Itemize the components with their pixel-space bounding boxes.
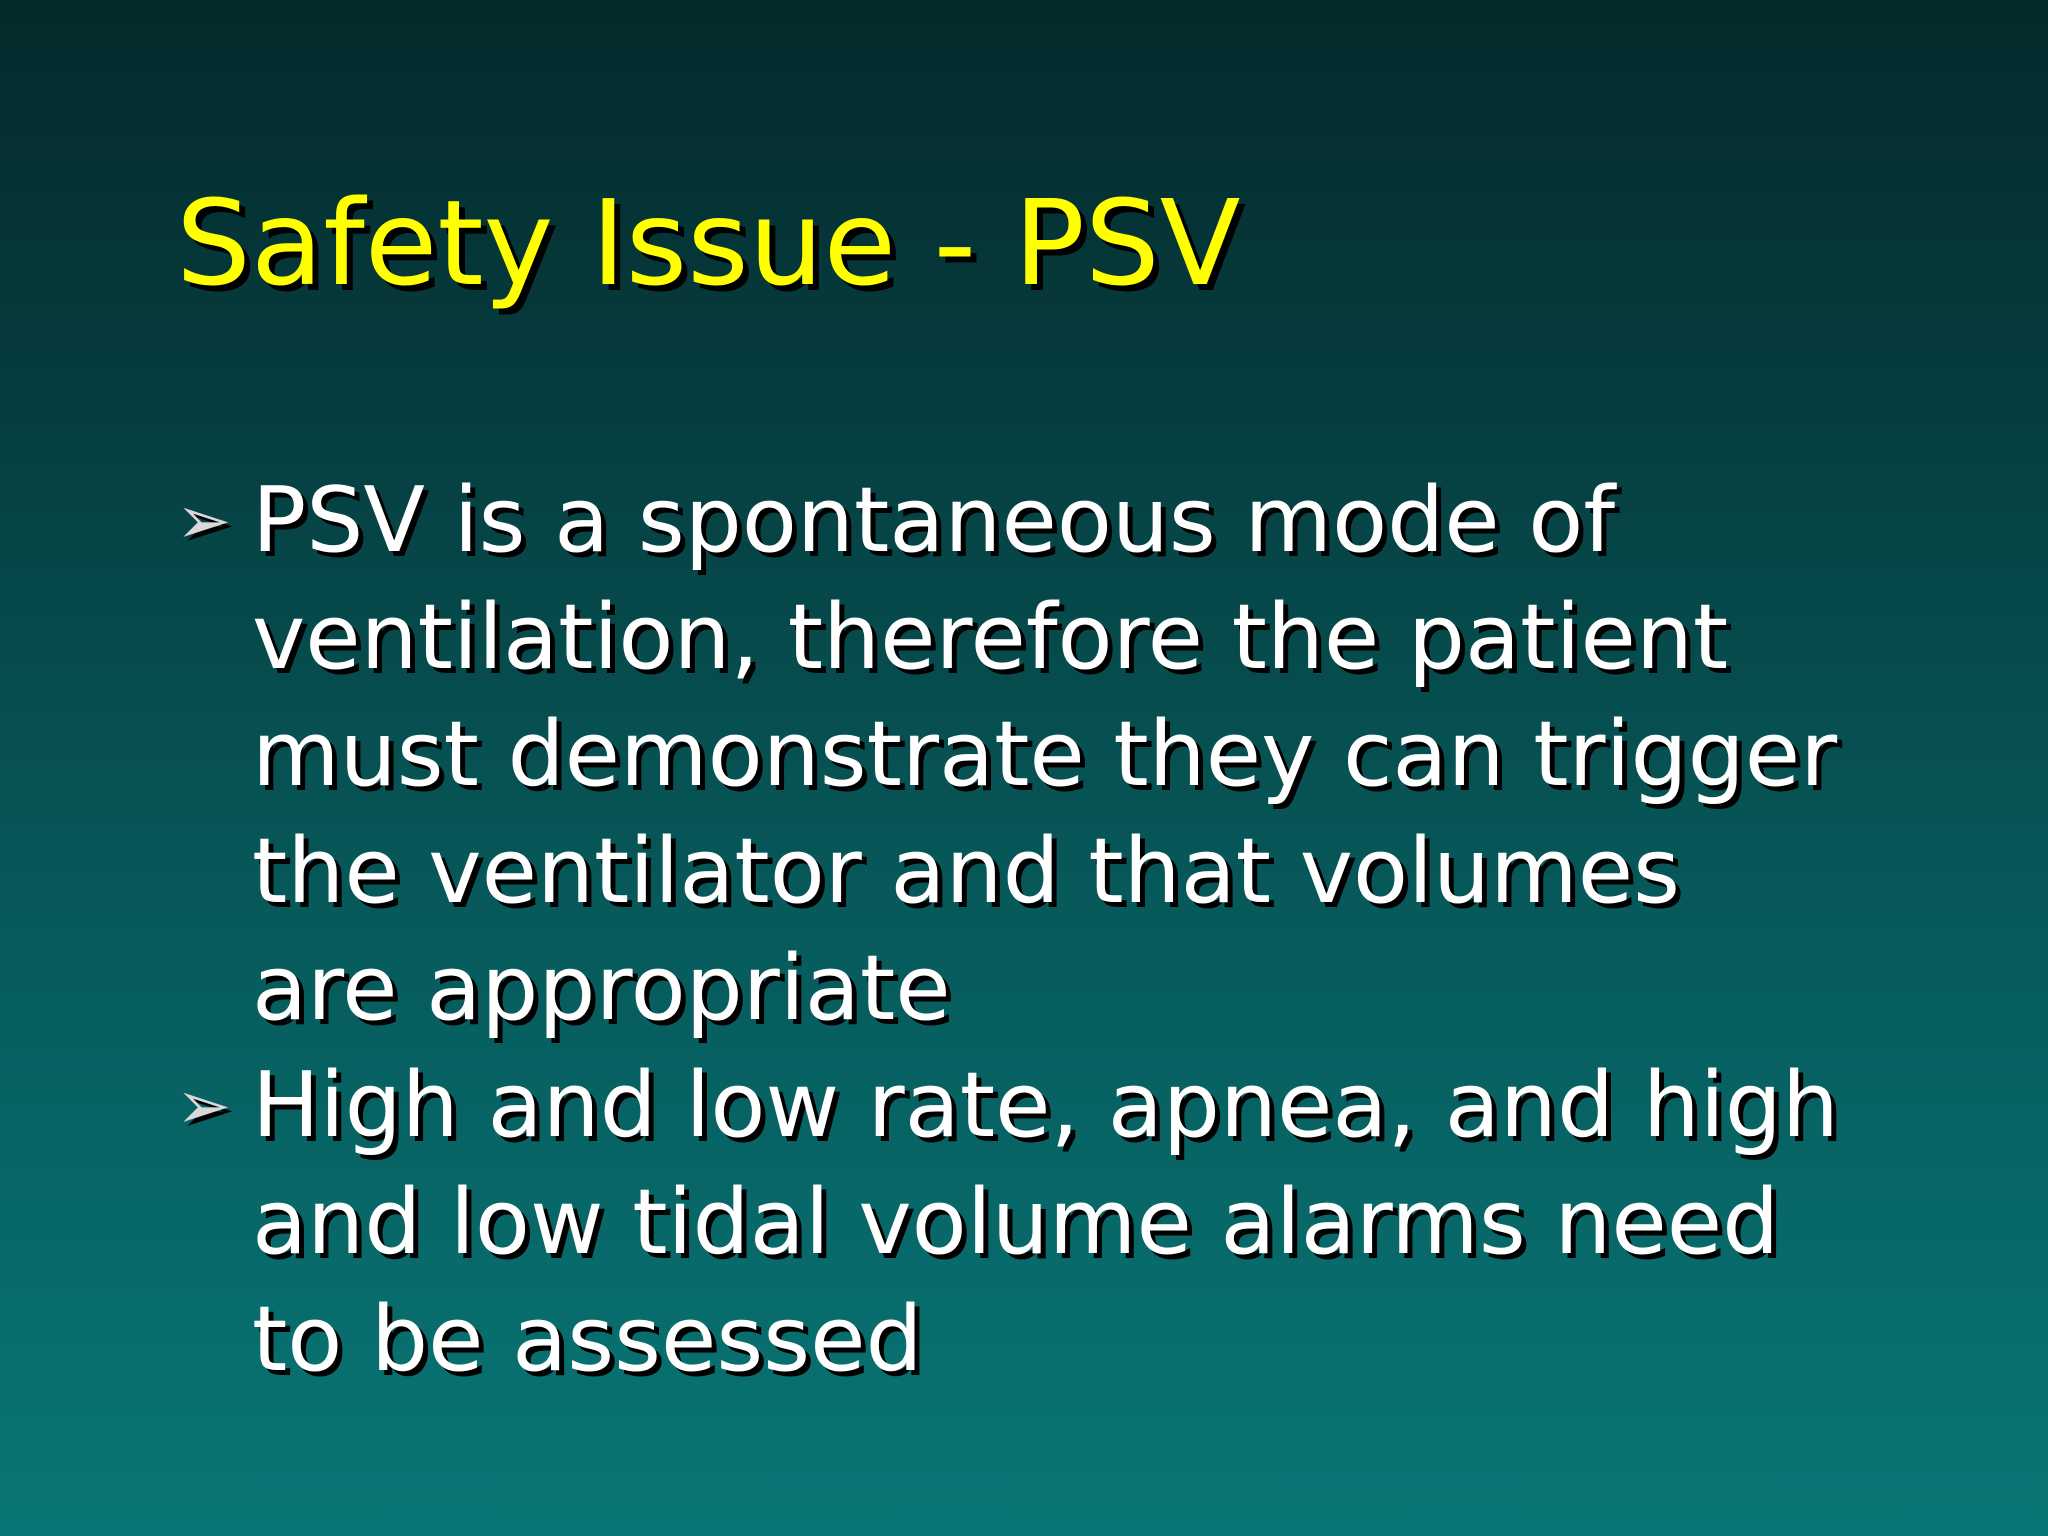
arrow-bullet-icon: ➢ — [176, 482, 232, 559]
bullet-list — [176, 462, 1896, 1398]
bullet-text: PSV is a spontaneous mode of ventilation, therefore the patient must demonstrate they can trigger the ventilator and that volumes are appropriate — [252, 468, 1838, 1041]
arrow-bullet-icon: ➢ — [176, 1067, 232, 1144]
bullet-text: High and low rate, apnea, and high and low tidal volume alarms need to be assessed — [252, 1053, 1839, 1392]
slide-title: Safety Issue - PSV — [176, 174, 1241, 312]
bullet-item — [176, 462, 1896, 1047]
bullet-item — [176, 1047, 1896, 1398]
